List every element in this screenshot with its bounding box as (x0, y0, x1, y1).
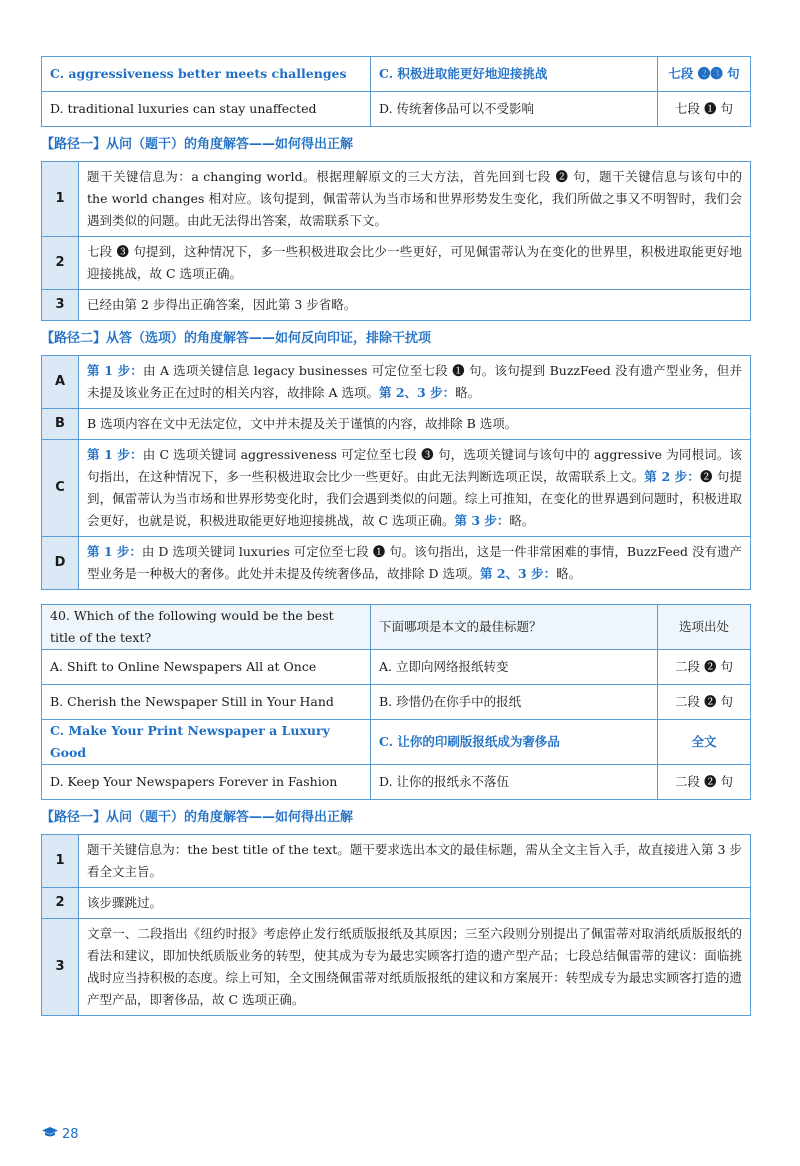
path2-q39-table (41, 355, 751, 590)
analysis-text: 由 D 选项关键词 luxuries 可定位至七段 ❶ 句。该句指出，这是一件非常困难的事情，BuzzFeed 没有遗产型业务是一种极大的奢侈。此处并未提及传统奢侈品，故排除 D 选项。 (87, 544, 742, 581)
option-label: A (42, 356, 79, 409)
step-number: 2 (42, 237, 79, 290)
analysis-text: 略。 (556, 566, 582, 581)
q40-header-row (42, 605, 751, 650)
option-source: 全文 (658, 720, 751, 765)
analysis-text: 略。 (509, 513, 535, 528)
option-cn: A. 立即向网络报纸转变 (371, 650, 658, 685)
analysis-text: ❷ 句提到，佩雷蒂认为当市场和世界形势变化时，我们会遇到类似的问题。综上可推知，在变化的世界遇到问题时，积极进取会更好，也就是说，积极进取能更好地迎接挑战，故 C 选项正确。 (87, 469, 742, 528)
q40-option-row (42, 650, 751, 685)
q40-question-cn: 下面哪项是本文的最佳标题？ (371, 605, 658, 650)
step-row (42, 162, 751, 237)
step-label: 第 1 步： (87, 447, 143, 462)
step-row (42, 835, 751, 888)
option-en: A. Shift to Online Newspapers All at Once (42, 650, 371, 685)
option-label: D (42, 537, 79, 590)
option-analysis-text (79, 356, 751, 409)
option-en: B. Cherish the Newspaper Still in Your Hand (42, 685, 371, 720)
path1-q40-table (41, 834, 751, 1016)
step-row (42, 237, 751, 290)
option-analysis-row (42, 537, 751, 590)
step-label: 第 2 步： (644, 469, 701, 484)
step-row (42, 290, 751, 321)
step-text: 文章一、二段指出《纽约时报》考虑停止发行纸质版报纸及其原因；三至六段则分别提出了佩雷蒂对取消纸质版报纸的看法和建议，即加快纸质版业务的转型，使其成为专为最忠实顾客打造的遗产型产品；七段总结佩雷蒂的建议：面临挑战时应当持积极的态度。综上可知，全文围绕佩雷蒂对纸质版报纸的建议和方案展开：转型成专为最忠实顾客打造的遗产型产品，即奢侈品，故 C 选项正确。 (79, 919, 751, 1016)
q39-option-row (42, 92, 751, 127)
step-row (42, 919, 751, 1016)
option-cn: B. 珍惜仍在你手中的报纸 (371, 685, 658, 720)
analysis-text: 由 A 选项关键信息 legacy businesses 可定位至七段 ❶ 句。该句提到 BuzzFeed 没有遗产型业务，但并未提及该业务正在过时的相关内容，故排除 A 选项。 (87, 363, 743, 400)
step-number: 3 (42, 290, 79, 321)
step-label: 第 2、3 步： (479, 566, 557, 581)
graduation-cap-icon (41, 1126, 59, 1142)
q40-option-row (42, 765, 751, 800)
analysis-text: 略。 (455, 385, 481, 400)
option-en: C. aggressiveness better meets challenges (42, 57, 371, 92)
step-label: 第 1 步： (87, 544, 142, 559)
step-text: 题干关键信息为：the best title of the text。题干要求选出本文的最佳标题，需从全文主旨入手，故直接进入第 3 步看全文主旨。 (79, 835, 751, 888)
option-analysis-row (42, 440, 751, 537)
page-footer (41, 1126, 79, 1142)
option-analysis-text (79, 537, 751, 590)
path1-q40-title: 【路径一】从问（题干）的角度解答——如何得出正解 (41, 810, 354, 825)
step-text: 题干关键信息为：a changing world。根据理解原文的三大方法，首先回到七段 ❷ 句，题干关键信息与该句中的 the world changes 相对应。该句提到，佩雷蒂认为当市场和世界形势发生变化，我们所做之事又不明智时，我们会遇到类似的问题。由此无法得出答案，故需联系下文。 (79, 162, 751, 237)
option-analysis-row (42, 409, 751, 440)
step-label: 第 3 步： (454, 513, 510, 528)
option-source: 二段 ❷ 句 (658, 650, 751, 685)
q40-options-table (41, 604, 751, 800)
option-source: 七段 ❶ 句 (658, 92, 751, 127)
step-number: 1 (42, 835, 79, 888)
option-cn: C. 积极进取能更好地迎接挑战 (371, 57, 658, 92)
path1-q39-table (41, 161, 751, 321)
q40-question-en: 40. Which of the following would be the best title of the text? (42, 605, 371, 650)
step-text: 已经由第 2 步得出正确答案，因此第 3 步省略。 (79, 290, 751, 321)
step-text: 该步骤跳过。 (79, 888, 751, 919)
step-number: 2 (42, 888, 79, 919)
q39-option-row (42, 57, 751, 92)
analysis-text: B 选项内容在文中无法定位，文中并未提及关于谨慎的内容，故排除 B 选项。 (87, 416, 518, 431)
step-number: 1 (42, 162, 79, 237)
option-cn: D. 让你的报纸永不落伍 (371, 765, 658, 800)
step-label: 第 1 步： (87, 363, 144, 378)
path2-q39-title: 【路径二】从答（选项）的角度解答——如何反向印证，排除干扰项 (41, 331, 432, 346)
step-number: 3 (42, 919, 79, 1016)
page-content (41, 56, 751, 1016)
option-label: C (42, 440, 79, 537)
option-cn: C. 让你的印刷版报纸成为奢侈品 (371, 720, 658, 765)
option-cn: D. 传统奢侈品可以不受影响 (371, 92, 658, 127)
q40-option-row (42, 720, 751, 765)
option-source: 七段 ❷❸ 句 (658, 57, 751, 92)
q39-options-table (41, 56, 751, 127)
option-en: C. Make Your Print Newspaper a Luxury Good (42, 720, 371, 765)
option-en: D. Keep Your Newspapers Forever in Fashion (42, 765, 371, 800)
option-label: B (42, 409, 79, 440)
option-analysis-text (79, 409, 751, 440)
path1-q39-title: 【路径一】从问（题干）的角度解答——如何得出正解 (41, 137, 354, 152)
option-analysis-text (79, 440, 751, 537)
page-number: 28 (62, 1126, 79, 1142)
option-source: 二段 ❷ 句 (658, 685, 751, 720)
option-source: 二段 ❷ 句 (658, 765, 751, 800)
option-analysis-row (42, 356, 751, 409)
step-row (42, 888, 751, 919)
option-en: D. traditional luxuries can stay unaffected (42, 92, 371, 127)
q40-source-header: 选项出处 (658, 605, 751, 650)
analysis-text: 由 C 选项关键词 aggressiveness 可定位至七段 ❸ 句，选项关键词与该句中的 aggressive 为同根词。该句指出，在这种情况下，多一些积极进取会比少一些更好。由此无法判断选项正误，故需联系上文。 (87, 447, 742, 484)
q40-option-row (42, 685, 751, 720)
step-text: 七段 ❸ 句提到，这种情况下，多一些积极进取会比少一些更好，可见佩雷蒂认为在变化的世界里，积极进取能更好地迎接挑战，故 C 选项正确。 (79, 237, 751, 290)
step-label: 第 2、3 步： (378, 385, 456, 400)
